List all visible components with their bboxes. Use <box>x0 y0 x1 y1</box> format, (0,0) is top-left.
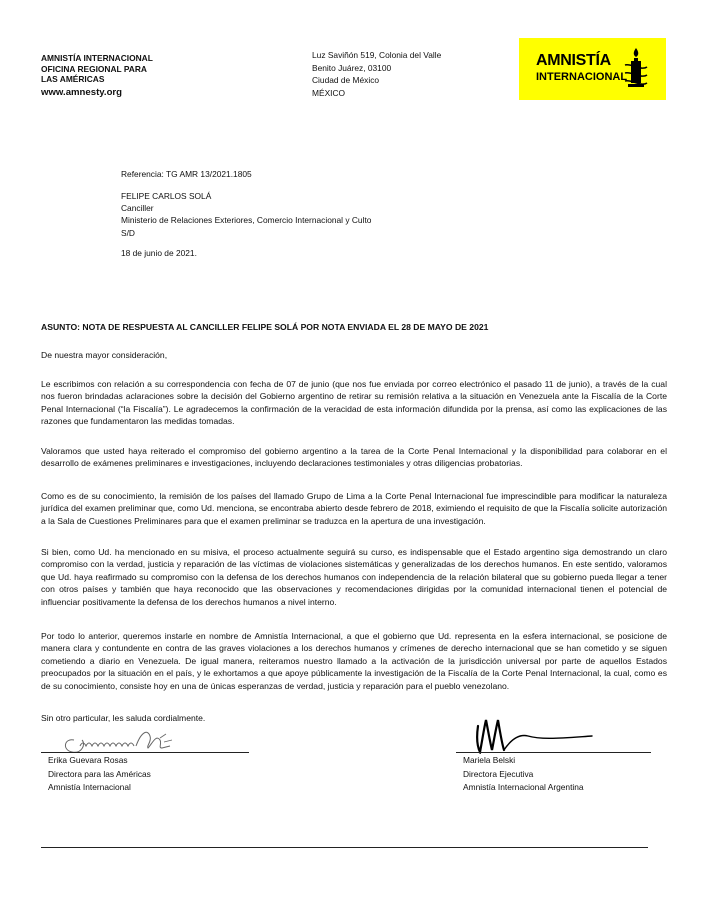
org-name-block <box>41 53 153 85</box>
recipient-line: FELIPE CARLOS SOLÁ <box>121 191 212 201</box>
logo-line-2: INTERNACIONAL <box>536 71 628 83</box>
closing-line: Sin otro particular, les saluda cordialmente. <box>41 713 206 723</box>
reference-line: Referencia: TG AMR 13/2021.1805 <box>121 169 252 179</box>
org-line: LAS AMÉRICAS <box>41 74 105 84</box>
address-line: MÉXICO <box>312 87 346 98</box>
body-paragraph: Si bien, como Ud. ha mencionado en su misiva, el proceso actualmente seguirá su curso, es indispensable que el Estado argentino siga demostrando un claro compromiso con la verdad, justicia y reparación de las víctimas de violaciones sistemáticas y generalizadas de los derechos humanos. En este sentido, valoramos que Ud. haya reafirmado su compromiso con la defensa de los derechos humanos con independencia de la relación bilateral que su gobierno pueda llegar a tener con otros países y también que haya reconocido que las observaciones y recomendaciones dirigidas por la comunidad internacional tienen el potencial de influenciar positivamente la defensa de los derechos humanos a nivel interno. <box>41 547 667 607</box>
signature-line-1 <box>41 752 249 753</box>
org-line: OFICINA REGIONAL PARA <box>41 63 147 74</box>
address-line: Benito Juárez, 03100 <box>312 62 392 73</box>
signatory-name: Mariela Belski <box>463 755 516 765</box>
signatory-2 <box>463 754 584 795</box>
recipient-block <box>121 190 371 239</box>
address-line: Ciudad de México <box>312 75 380 86</box>
body-paragraph: Como es de su conocimiento, la remisión de los países del llamado Grupo de Lima a la Corte Penal Internacional fue imprescindible para modificar la naturaleza jurídica del examen preliminar que, como Ud. menciona, se encontraba abierto desde febrero de 2018, eximiendo el requisito de que la Fiscalía solicite autorización a la Sala de Cuestiones Preliminares para que el examen preliminar se traduzca en la apertura de una investigación. <box>41 491 667 526</box>
signatory-name: Erika Guevara Rosas <box>48 755 128 765</box>
recipient-line: Canciller <box>121 203 154 214</box>
website-link[interactable]: www.amnesty.org <box>41 87 123 98</box>
signature-line-2 <box>456 752 651 753</box>
amnesty-logo <box>519 38 666 100</box>
signatory-title: Directora para las Américas <box>48 768 151 779</box>
handwritten-signature-1 <box>56 722 186 756</box>
body-paragraph: Valoramos que usted haya reiterado el compromiso del gobierno argentino a la tarea de la Corte Penal Internacional y la disponibilidad para colaborar en el desarrollo de exámenes preliminares e investigaciones, incluyendo declaraciones testimoniales y otras diligencias probatorias. <box>41 446 667 469</box>
greeting: De nuestra mayor consideración, <box>41 350 168 360</box>
signatory-1 <box>48 754 151 795</box>
org-line: AMNISTÍA INTERNACIONAL <box>41 53 153 63</box>
letter-date: 18 de junio de 2021. <box>121 248 197 258</box>
body-paragraph: Le escribimos con relación a su correspondencia con fecha de 07 de junio (que nos fue enviada por correo electrónico el pasado 11 de junio), a través de la cual nos fueron brindadas aclaraciones sobre la decisión del Gobierno argentino de retirar su remisión relativa a la situación en Venezuela ante la Fiscalía de la Corte Penal Internacional (“la Fiscalía”). Le agradecemos la confirmación de la veracidad de esta información difundida por la prensa, así como las explicaciones de las razones que fundamentaron las medidas tomadas. <box>41 379 667 427</box>
footer-divider <box>41 847 648 848</box>
address-block <box>312 49 441 99</box>
signatory-title: Directora Ejecutiva <box>463 768 534 779</box>
candle-barbed-wire-icon <box>623 46 649 92</box>
logo-wordmark <box>536 53 627 84</box>
signatory-org: Amnistía Internacional Argentina <box>463 782 584 792</box>
signatory-org: Amnistía Internacional <box>48 782 131 792</box>
recipient-line: S/D <box>121 227 135 238</box>
body-paragraph: Por todo lo anterior, queremos instarle en nombre de Amnistía Internacional, a que el gobierno que Ud. representa en la esfera internacional, se posicione de manera clara y contundente en contra de las graves violaciones a los derechos humanos y crímenes de derecho internacional que se han cometido y se siguen cometiendo a diario en Venezuela. De igual manera, reiteramos nuestro llamado a la activación de la jurisdicción universal por parte de aquellos Estados preocupados por la situación en el país, y le exhortamos a que apoye públicamente la investigación de la Fiscalía de la Corte Penal Internacional, la cual, como es de su conocimiento, consiste hoy en una de únicas esperanzas de verdad, justicia y reparación para el pueblo venezolano. <box>41 631 667 691</box>
address-line: Luz Saviñón 519, Colonia del Valle <box>312 50 442 60</box>
handwritten-signature-2 <box>472 712 602 754</box>
subject-line: ASUNTO: NOTA DE RESPUESTA AL CANCILLER FELIPE SOLÁ POR NOTA ENVIADA EL 28 DE MAYO DE 2021 <box>41 322 489 332</box>
logo-line-1: AMNISTÍA <box>536 52 611 69</box>
recipient-line: Ministerio de Relaciones Exteriores, Comercio Internacional y Culto <box>121 215 372 226</box>
